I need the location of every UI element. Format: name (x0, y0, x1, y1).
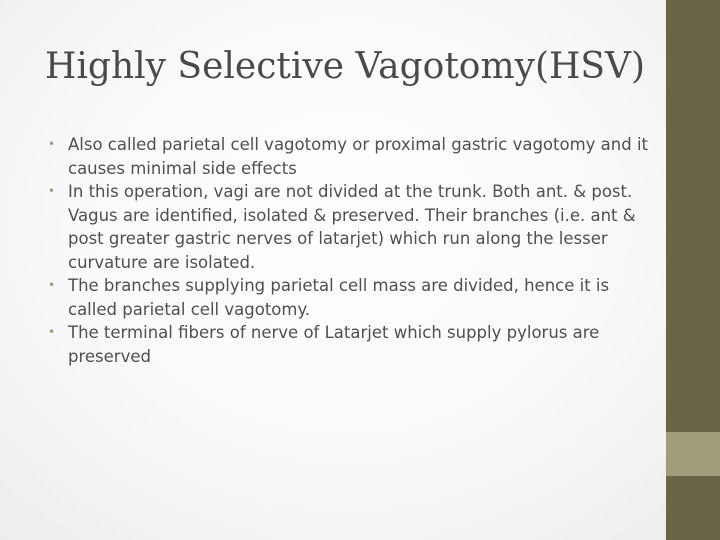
bullet-item (48, 180, 648, 274)
side-decoration-bar (666, 0, 720, 432)
bullet-list (48, 133, 648, 368)
bullet-dot-icon: • (48, 184, 56, 198)
bullet-item (48, 133, 648, 180)
bullet-item (48, 274, 648, 321)
bullet-text: The terminal fibers of nerve of Latarjet which supply pylorus are preserved (68, 323, 600, 366)
bullet-text: In this operation, vagi are not divided at the trunk. Both ant. & post. Vagus are identified, isolated & preserved. Their branches (i.e. ant & post greater gastric nerves of latarjet) which run along the lesser curvature are isolated. (68, 182, 636, 272)
bullet-dot-icon: • (48, 278, 56, 292)
bullet-dot-icon: • (48, 325, 56, 339)
bullet-text: Also called parietal cell vagotomy or proximal gastric vagotomy and it causes minimal side effects (68, 135, 649, 178)
side-accent-block (666, 432, 720, 476)
bullet-dot-icon: • (48, 137, 56, 151)
bullet-item (48, 321, 648, 368)
side-decoration-bottom (666, 476, 720, 540)
bullet-text: The branches supplying parietal cell mass are divided, hence it is called parietal cell vagotomy. (68, 276, 610, 319)
slide-title: Highly Selective Vagotomy(HSV) (45, 46, 646, 87)
